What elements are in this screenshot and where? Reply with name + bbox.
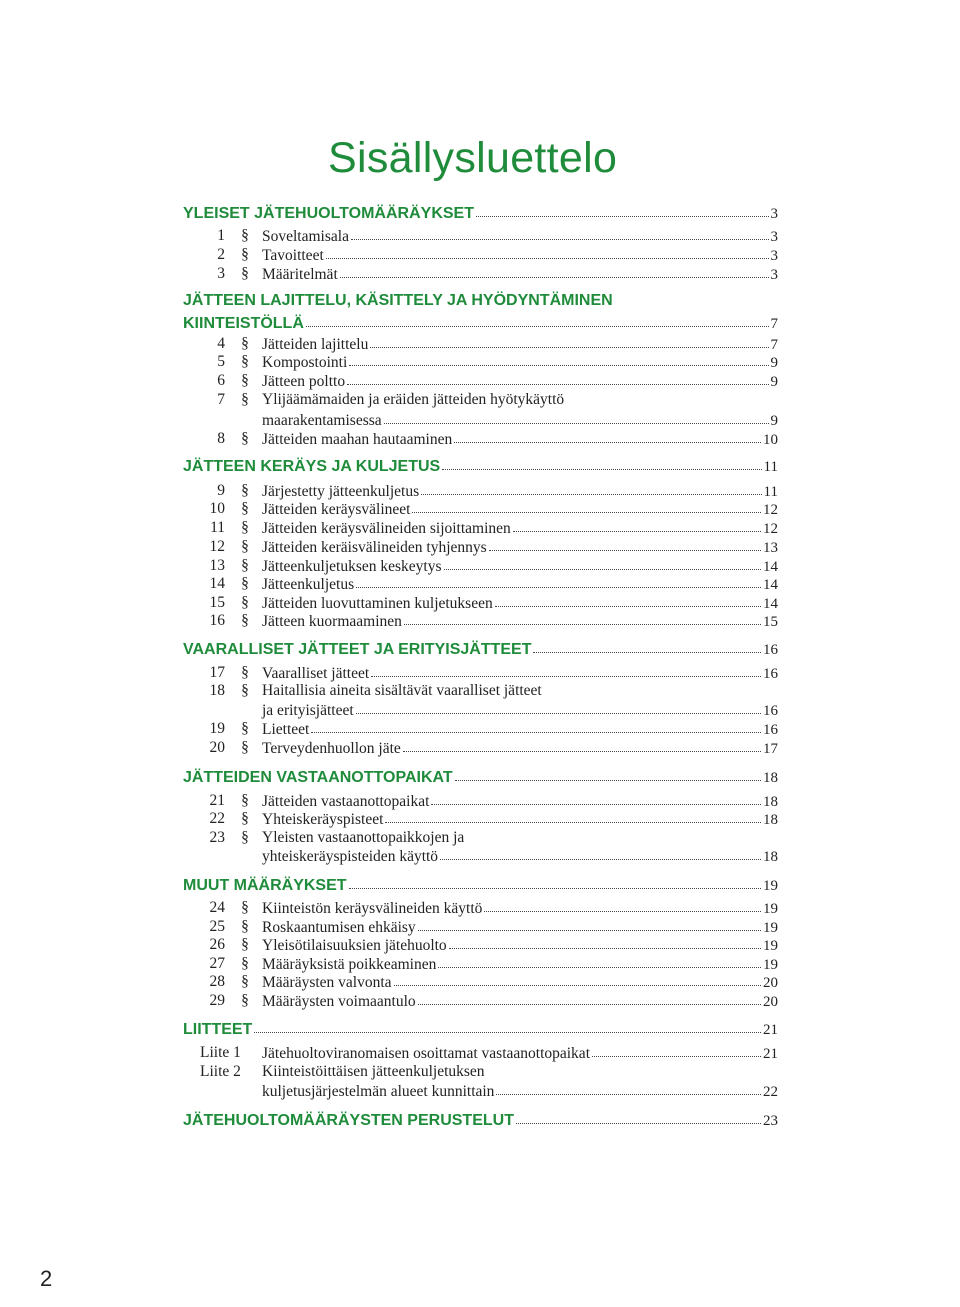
toc-row[interactable] <box>0 846 960 866</box>
toc-page-number: 11 <box>763 459 778 475</box>
dot-leader <box>412 498 761 513</box>
dot-leader <box>513 517 761 532</box>
toc-entry-text: Kompostointi <box>262 354 348 371</box>
dot-leader <box>418 990 761 1005</box>
toc-page-number: 15 <box>763 614 778 630</box>
dot-leader <box>484 897 761 912</box>
toc-entry-text: kuljetusjärjestelmän alueet kunnittain <box>262 1083 495 1100</box>
toc-entry-text: Lietteet <box>262 721 310 738</box>
toc-entry-text: yhteiskeräyspisteiden käyttö <box>262 848 439 865</box>
dot-leader <box>440 845 761 860</box>
toc-entry-text: Jätteiden keräisvälineiden tyhjennys <box>262 539 487 556</box>
toc-entry-text: Tavoitteet <box>262 247 324 264</box>
toc-page-number: 17 <box>763 741 778 757</box>
toc-row[interactable] <box>0 991 960 1011</box>
toc-page-number: 12 <box>763 521 778 537</box>
toc-leader <box>262 846 778 867</box>
toc-row[interactable] <box>0 499 960 519</box>
toc-entry-text: KIINTEISTÖLLÄ <box>183 315 304 332</box>
toc-row[interactable] <box>0 574 960 594</box>
toc-row[interactable] <box>0 719 960 739</box>
toc-page-number: 19 <box>763 957 778 973</box>
section-symbol: § <box>241 973 249 990</box>
dot-leader <box>385 808 761 823</box>
section-symbol: § <box>241 612 249 629</box>
dot-leader <box>489 536 761 551</box>
section-symbol: § <box>241 557 249 574</box>
section-number: 27 <box>209 955 225 972</box>
section-symbol: § <box>241 829 249 846</box>
toc-page-number: 16 <box>763 703 778 719</box>
toc-row[interactable] <box>0 352 960 372</box>
section-symbol: § <box>241 955 249 972</box>
section-number: 20 <box>209 739 225 756</box>
dot-leader <box>311 718 761 733</box>
section-symbol: § <box>241 246 249 263</box>
toc-page-number: 7 <box>770 316 778 332</box>
toc-entry-text: Jätehuoltoviranomaisen osoittamat vastaanottopaikat <box>262 1045 590 1062</box>
toc-entry-text: JÄTEHUOLTOMÄÄRÄYSTEN PERUSTELUT <box>183 1112 514 1129</box>
toc-row[interactable] <box>0 738 960 758</box>
toc-page-number: 19 <box>763 920 778 936</box>
dot-leader <box>349 351 768 366</box>
toc-entry-text: Jätteiden luovuttaminen kuljetukseen <box>262 595 493 612</box>
toc-entry-text: Kiinteistöittäisen jätteenkuljetuksen <box>262 1063 485 1080</box>
toc-page-number: 19 <box>763 901 778 917</box>
section-number: 14 <box>209 575 225 592</box>
toc-row[interactable] <box>0 1019 960 1039</box>
section-symbol: § <box>241 720 249 737</box>
toc-entry-text: Jätteen kuormaaminen <box>262 613 402 630</box>
toc-entry-text: Järjestetty jätteenkuljetus <box>262 483 420 500</box>
section-number: 19 <box>209 720 225 737</box>
toc-row[interactable] <box>0 809 960 829</box>
toc-leader <box>183 203 778 224</box>
toc-page-number: 3 <box>770 248 778 264</box>
toc-entry-text: Jätteiden maahan hautaaminen <box>262 431 453 448</box>
toc-leader <box>262 611 778 632</box>
toc-entry-text: Roskaantumisen ehkäisy <box>262 919 416 936</box>
toc-page-number: 20 <box>763 994 778 1010</box>
toc-entry-text: Kiinteistön keräysvälineiden käyttö <box>262 900 483 917</box>
dot-leader <box>418 916 761 931</box>
dot-leader <box>384 409 769 424</box>
section-number: 17 <box>209 664 225 681</box>
toc-entry-text: Jätteiden vastaanottopaikat <box>262 793 430 810</box>
toc-section-heading: JÄTTEEN LAJITTELU, KÄSITTELY JA HYÖDYNTÄMINEN <box>183 292 613 309</box>
toc-page-number: 23 <box>763 1113 778 1129</box>
toc-page-number: 7 <box>770 337 778 353</box>
toc-page-number: 16 <box>763 722 778 738</box>
section-number: 29 <box>209 992 225 1009</box>
toc-entry-text: Ylijäämämaiden ja eräiden jätteiden hyötykäyttö <box>262 391 565 408</box>
toc-page-number: 9 <box>770 355 778 371</box>
dot-leader <box>454 428 761 443</box>
toc-page-number: 19 <box>763 938 778 954</box>
toc-leader <box>183 1019 778 1040</box>
toc-entry-text: Jätteen poltto <box>262 373 346 390</box>
toc-entry-text: Yleisten vastaanottopaikkojen ja <box>262 829 465 846</box>
section-symbol: § <box>241 918 249 935</box>
section-number: 12 <box>209 538 225 555</box>
toc-row[interactable] <box>0 456 960 476</box>
dot-leader <box>421 480 761 495</box>
section-number: 16 <box>209 612 225 629</box>
toc-page-number: 22 <box>763 1084 778 1100</box>
toc-page-number: 3 <box>770 267 778 283</box>
dot-leader <box>495 592 761 607</box>
dot-leader <box>455 766 761 781</box>
toc-page-number: 21 <box>763 1046 778 1062</box>
appendix-label: Liite 1 <box>200 1044 241 1061</box>
dot-leader <box>438 953 761 968</box>
toc-entry-text: Määräysten valvonta <box>262 974 392 991</box>
toc-leader <box>183 456 778 477</box>
toc-entry-text: Vaaralliset jätteet <box>262 665 370 682</box>
dot-leader <box>516 1109 761 1124</box>
dot-leader <box>371 662 761 677</box>
toc-row[interactable] <box>0 371 960 391</box>
dot-leader <box>349 874 761 889</box>
section-number: 26 <box>209 936 225 953</box>
toc-row[interactable] <box>0 226 960 246</box>
toc-row[interactable] <box>0 1110 960 1130</box>
toc-page-number: 20 <box>763 975 778 991</box>
toc-entry-text: Soveltamisala <box>262 228 349 245</box>
toc-row[interactable] <box>0 935 960 955</box>
dot-leader <box>356 699 761 714</box>
toc-entry-text: Jätteiden lajittelu <box>262 336 369 353</box>
toc-row[interactable] <box>0 245 960 265</box>
toc-page-number: 21 <box>763 1022 778 1038</box>
section-number: 24 <box>209 899 225 916</box>
toc-leader <box>262 738 778 759</box>
toc-entry-text: MUUT MÄÄRÄYKSET <box>183 877 347 894</box>
toc-leader <box>183 767 778 788</box>
toc-row[interactable] <box>0 700 960 720</box>
section-symbol: § <box>241 227 249 244</box>
section-symbol: § <box>241 335 249 352</box>
toc-entry-text: VAARALLISET JÄTTEET JA ERITYISJÄTTEET <box>183 641 532 658</box>
toc-leader <box>262 1081 778 1102</box>
section-number: 5 <box>217 353 225 370</box>
dot-leader <box>347 370 768 385</box>
section-symbol: § <box>241 664 249 681</box>
dot-leader <box>496 1080 761 1095</box>
toc-page-number: 14 <box>763 577 778 593</box>
toc-row[interactable] <box>0 898 960 918</box>
dot-leader <box>431 790 761 805</box>
dot-leader <box>326 244 769 259</box>
toc-leader <box>262 371 778 392</box>
section-symbol: § <box>241 739 249 756</box>
toc-row[interactable] <box>0 1043 960 1063</box>
section-number: 25 <box>209 918 225 935</box>
toc-page-number: 16 <box>763 666 778 682</box>
toc-page-number: 3 <box>770 229 778 245</box>
section-symbol: § <box>241 792 249 809</box>
toc-page-number: 10 <box>763 432 778 448</box>
toc-row[interactable] <box>0 518 960 538</box>
toc-row[interactable] <box>0 1081 960 1101</box>
section-number: 13 <box>209 557 225 574</box>
toc-page-number: 12 <box>763 502 778 518</box>
section-symbol: § <box>241 682 249 699</box>
dot-leader <box>254 1018 761 1033</box>
toc-leader <box>262 1043 778 1064</box>
appendix-label: Liite 2 <box>200 1063 241 1080</box>
toc-leader <box>262 809 778 830</box>
dot-leader <box>403 737 761 752</box>
dot-leader <box>306 312 769 327</box>
toc-leader <box>183 875 778 896</box>
toc-page-number: 14 <box>763 559 778 575</box>
toc-entry-text: LIITTEET <box>183 1021 253 1038</box>
section-number: 21 <box>209 792 225 809</box>
section-number: 1 <box>217 227 225 244</box>
dot-leader <box>592 1042 761 1057</box>
section-symbol: § <box>241 430 249 447</box>
section-symbol: § <box>241 519 249 536</box>
toc-page-number: 18 <box>763 770 778 786</box>
toc-entry-text: ja erityisjätteet <box>262 702 354 719</box>
toc-entry-text: Yleisötilaisuuksien jätehuolto <box>262 937 447 954</box>
toc-entry-text: Haitallisia aineita sisältävät vaaralliset jätteet <box>262 682 542 699</box>
section-number: 10 <box>209 500 225 517</box>
dot-leader <box>404 610 761 625</box>
section-number: 11 <box>210 519 225 536</box>
toc-row[interactable] <box>0 972 960 992</box>
section-symbol: § <box>241 810 249 827</box>
section-number: 7 <box>217 391 225 408</box>
toc-leader <box>183 313 778 334</box>
dot-leader <box>340 263 769 278</box>
toc-page-number: 11 <box>763 484 778 500</box>
section-number: 18 <box>209 682 225 699</box>
page-title: Sisällysluettelo <box>328 134 618 182</box>
section-symbol: § <box>241 353 249 370</box>
toc-row[interactable] <box>0 767 960 787</box>
toc-row[interactable] <box>0 639 960 659</box>
toc-row[interactable] <box>0 410 960 430</box>
toc-page-number: 18 <box>763 794 778 810</box>
toc-entry-text: Määräysten voimaantulo <box>262 993 416 1010</box>
toc-leader <box>262 991 778 1012</box>
toc-page-number: 16 <box>763 642 778 658</box>
toc-page-number: 14 <box>763 596 778 612</box>
toc-leader <box>262 429 778 450</box>
section-number: 4 <box>217 335 225 352</box>
toc-entry-text: Määritelmät <box>262 266 338 283</box>
dot-leader <box>356 573 761 588</box>
toc-leader <box>183 639 778 660</box>
dot-leader <box>370 333 768 348</box>
toc-entry-text: YLEISET JÄTEHUOLTOMÄÄRÄYKSET <box>183 205 474 222</box>
toc-entry-text: Määräyksistä poikkeaminen <box>262 956 437 973</box>
page-number: 2 <box>40 1266 53 1291</box>
dot-leader <box>442 455 761 470</box>
dot-leader <box>394 971 761 986</box>
toc-page-number: 19 <box>763 878 778 894</box>
toc-entry-text: Yhteiskeräyspisteet <box>262 811 384 828</box>
toc-page-number: 3 <box>770 206 778 222</box>
toc-page-number: 18 <box>763 849 778 865</box>
section-number: 22 <box>209 810 225 827</box>
toc-row[interactable] <box>0 429 960 449</box>
toc-entry-text: JÄTTEEN KERÄYS JA KULJETUS <box>183 458 441 475</box>
toc-entry-text: Jätteiden keräysvälineiden sijoittaminen <box>262 520 511 537</box>
section-number: 6 <box>217 372 225 389</box>
section-symbol: § <box>241 992 249 1009</box>
toc-page-number: 9 <box>770 413 778 429</box>
toc-row[interactable] <box>0 681 960 701</box>
toc-row[interactable] <box>0 611 960 631</box>
toc-row[interactable] <box>0 313 960 333</box>
section-number: 15 <box>209 594 225 611</box>
toc-entry-text: JÄTTEIDEN VASTAANOTTOPAIKAT <box>183 769 453 786</box>
toc-row[interactable] <box>0 264 960 284</box>
toc-page-number: 18 <box>763 812 778 828</box>
toc-entry-text: Jätteenkuljetuksen keskeytys <box>262 558 442 575</box>
toc-row[interactable] <box>0 875 960 895</box>
toc-leader <box>183 1110 778 1131</box>
section-symbol: § <box>241 391 249 408</box>
dot-leader <box>449 934 761 949</box>
toc-row[interactable] <box>0 203 960 223</box>
section-symbol: § <box>241 538 249 555</box>
section-number: 28 <box>209 973 225 990</box>
toc-row[interactable] <box>0 1062 960 1082</box>
toc-row[interactable] <box>0 537 960 557</box>
section-number: 3 <box>217 265 225 282</box>
section-symbol: § <box>241 372 249 389</box>
toc-row[interactable] <box>0 291 960 311</box>
section-symbol: § <box>241 265 249 282</box>
section-symbol: § <box>241 575 249 592</box>
section-symbol: § <box>241 899 249 916</box>
toc-row[interactable] <box>0 663 960 683</box>
toc-entry-text: Jätteenkuljetus <box>262 576 355 593</box>
toc-entry-text: Jätteiden keräysvälineet <box>262 501 411 518</box>
toc-page-number: 13 <box>763 540 778 556</box>
dot-leader <box>351 225 769 240</box>
toc-row[interactable] <box>0 390 960 410</box>
section-number: 8 <box>217 430 225 447</box>
section-symbol: § <box>241 500 249 517</box>
section-symbol: § <box>241 936 249 953</box>
section-number: 23 <box>209 829 225 846</box>
toc-leader <box>262 264 778 285</box>
toc-entry-text: maarakentamisessa <box>262 412 382 429</box>
section-symbol: § <box>241 594 249 611</box>
toc-page-number: 9 <box>770 374 778 390</box>
section-number: 2 <box>217 246 225 263</box>
dot-leader <box>444 555 762 570</box>
section-number: 9 <box>217 482 225 499</box>
dot-leader <box>533 638 761 653</box>
toc-entry-text: Terveydenhuollon jäte <box>262 740 401 757</box>
dot-leader <box>476 202 769 217</box>
section-symbol: § <box>241 482 249 499</box>
